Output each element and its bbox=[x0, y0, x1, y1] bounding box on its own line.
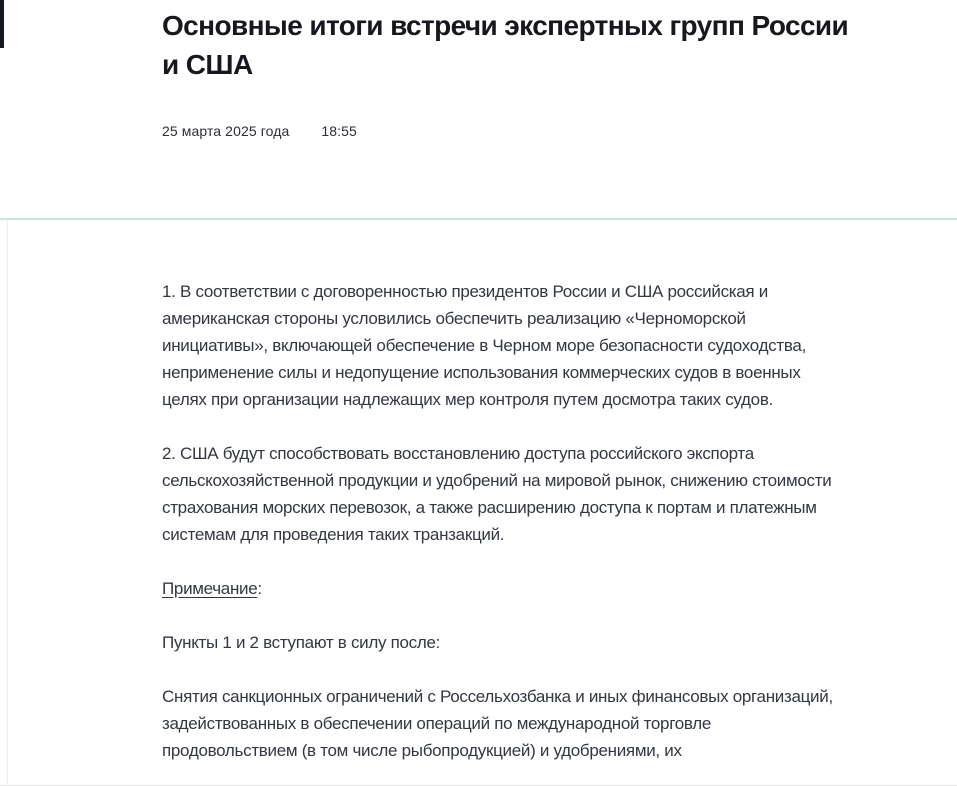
publish-time: 18:55 bbox=[321, 123, 357, 139]
note-heading-colon: : bbox=[257, 579, 262, 598]
article-body bbox=[0, 220, 957, 786]
note-intro: Пункты 1 и 2 вступают в силу после: bbox=[162, 633, 441, 652]
article-text-column bbox=[162, 278, 834, 764]
article-header bbox=[162, 6, 872, 84]
note-heading bbox=[162, 575, 834, 602]
publish-date: 25 марта 2025 года bbox=[162, 123, 290, 139]
article-paragraph-1: 1. В соответствии с договоренностью президентов России и США российская и американская стороны условились обеспечить реализацию «Черноморской инициативы», включающей обеспечение в Черном море безопасности судоходства, неприменение силы и недопущение использования коммерческих судов в военных целях при организации надлежащих мер контроля путем досмотра таких судов. bbox=[162, 282, 806, 409]
article-paragraph-2: 2. США будут способствовать восстановлению доступа российского экспорта сельскохозяйственной продукции и удобрений на мировой рынок, снижению стоимости страхования морских перевозок, а также расширению доступа к портам и платежным системам для проведения таких транзакций. bbox=[162, 444, 832, 544]
note-heading-label: Примечание bbox=[162, 579, 258, 598]
scrollbar-fragment bbox=[0, 0, 4, 48]
note-item: Снятия санкционных ограничений с Россельхозбанка и иных финансовых организаций, задействованных в обеспечении операций по международной торговле продовольствием (в том числе рыбопродукцией) и удобрениями, их bbox=[162, 687, 833, 760]
article-title: Основные итоги встречи экспертных групп России и США bbox=[162, 10, 849, 80]
article-meta bbox=[162, 123, 357, 139]
content-left-border bbox=[7, 220, 8, 785]
